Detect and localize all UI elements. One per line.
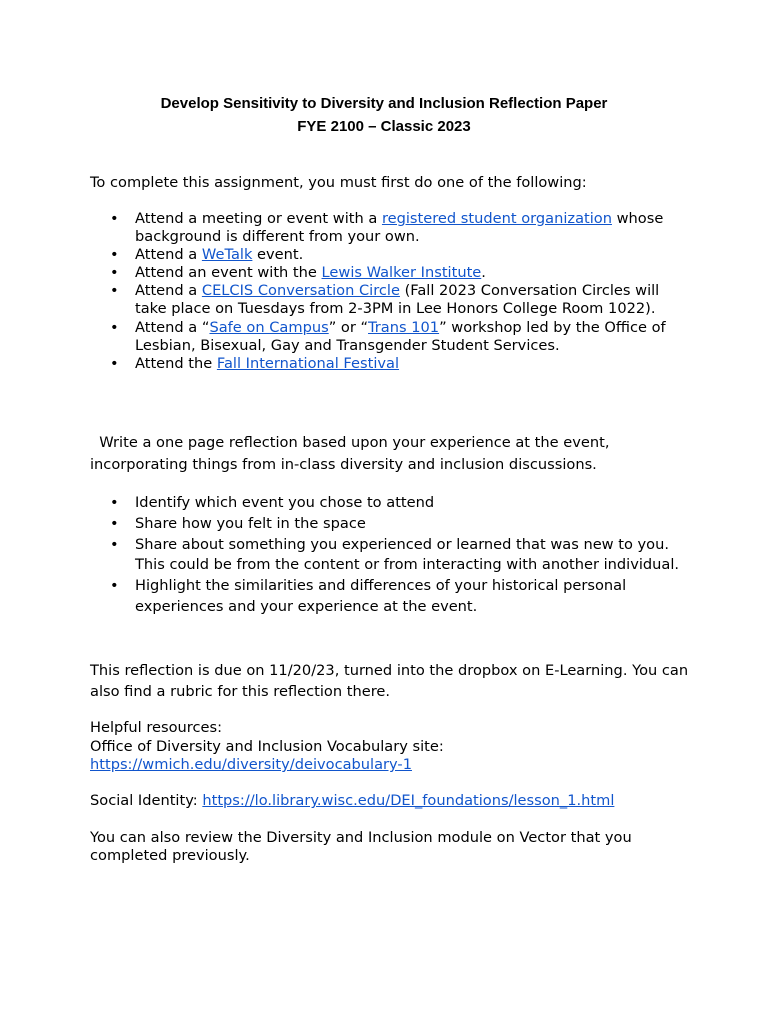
list-item: • Share how you felt in the space: [90, 514, 690, 535]
list-item: • Highlight the similarities and differences of your historical personal experiences and your experience at the event.: [90, 576, 690, 618]
list-item: • Attend the Fall International Festival: [90, 355, 690, 373]
helpful-resources: [90, 719, 690, 775]
registered-student-organization-link[interactable]: registered student organization: [381, 210, 612, 227]
list-item: • Share about something you experienced or learned that was new to you. This could be from the content or from interacting with another individual.: [90, 535, 690, 577]
celcis-conversation-circle-link[interactable]: CELCIS Conversation Circle: [201, 282, 400, 300]
vocab-site-label: Office of Diversity and Inclusion Vocabulary site:: [90, 737, 444, 755]
resources-heading: Helpful resources:: [90, 719, 222, 736]
trans-101-link[interactable]: Trans 101: [368, 318, 440, 336]
social-identity-label: Social Identity:: [90, 792, 203, 809]
reflection-instructions: Write a one page reflection based upon your experience at the event, incorporating things from in-class diversity and inclusion discussions.: [90, 434, 615, 473]
wetalk-link[interactable]: WeTalk: [201, 246, 253, 264]
lewis-walker-institute-link[interactable]: Lewis Walker Institute: [321, 264, 482, 282]
reflection-requirements-list: [90, 493, 690, 618]
list-item: • Attend a CELCIS Conversation Circle (Fall 2023 Conversation Circles will take place on Tuesdays from 2-3PM in Lee Honors College Room 1022).: [90, 282, 690, 318]
event-options-list: [90, 210, 690, 373]
safe-on-campus-link[interactable]: Safe on Campus: [209, 318, 329, 336]
list-item: • Attend a WeTalk event.: [90, 246, 690, 264]
list-item: • Attend a “Safe on Campus” or “Trans 101” workshop led by the Office of Lesbian, Bisexual, Gay and Transgender Student Services.: [90, 319, 690, 355]
due-date-paragraph: This reflection is due on 11/20/23, turned into the dropbox on E-Learning. You can also find a rubric for this reflection there.: [90, 662, 689, 700]
vocab-site-link[interactable]: https://wmich.edu/diversity/deivocabulary-1: [90, 756, 412, 773]
vector-module-note: You can also review the Diversity and Inclusion module on Vector that you completed previously.: [90, 829, 632, 864]
course-subtitle: FYE 2100 – Classic 2023: [297, 118, 471, 135]
document-title: Develop Sensitivity to Diversity and Inclusion Reflection Paper: [160, 95, 608, 112]
list-item: • Attend a meeting or event with a registered student organization whose background is different from your own.: [90, 210, 690, 246]
intro-paragraph: To complete this assignment, you must first do one of the following:: [90, 174, 587, 191]
social-identity-link[interactable]: https://lo.library.wisc.edu/DEI_foundations/lesson_1.html: [202, 792, 615, 809]
list-item: • Identify which event you chose to attend: [90, 493, 690, 514]
list-item: • Attend an event with the Lewis Walker Institute.: [90, 264, 690, 282]
social-identity-line: [90, 792, 690, 810]
fall-international-festival-link[interactable]: Fall International Festival: [216, 354, 400, 372]
